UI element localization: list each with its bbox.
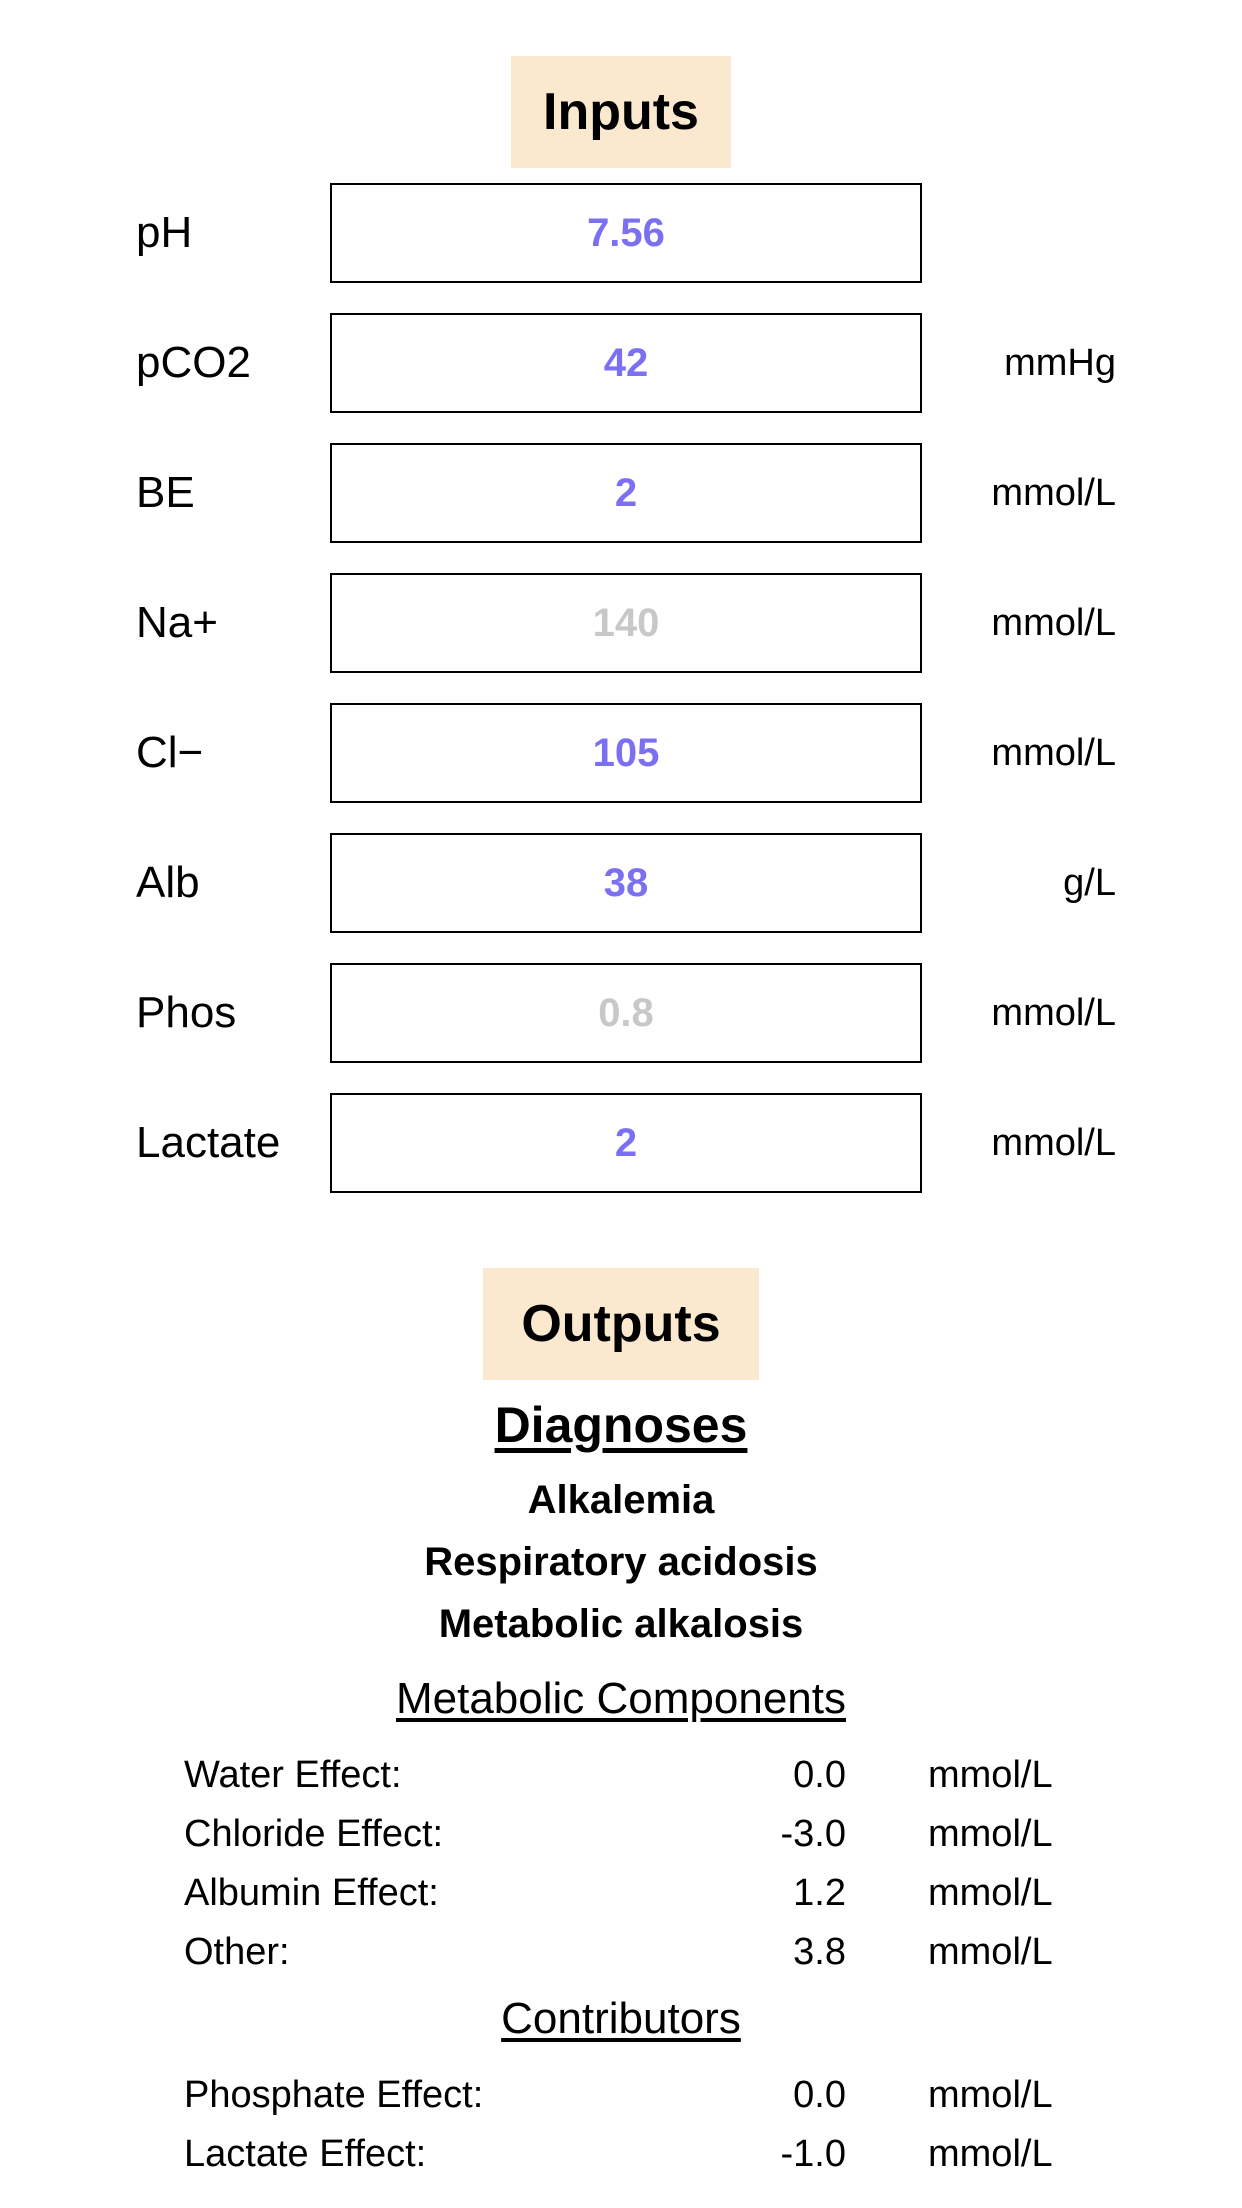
na-unit: mmol/L: [991, 602, 1116, 644]
output-value: 0.0: [793, 2074, 846, 2116]
na-input[interactable]: [330, 573, 922, 673]
outputs-title: Outputs: [483, 1268, 759, 1380]
lactate-input[interactable]: [330, 1093, 922, 1193]
output-label: Lactate Effect:: [184, 2133, 427, 2175]
contributors-title: Contributors: [501, 1994, 741, 2043]
diagnosis-item: Respiratory acidosis: [424, 1540, 818, 1584]
output-value: -3.0: [780, 1813, 846, 1855]
contributor-row-lactate: [0, 2129, 1242, 2179]
pco2-label: pCO2: [136, 338, 251, 387]
be-input[interactable]: [330, 443, 922, 543]
lactate-label: Lactate: [136, 1118, 281, 1167]
output-label: Other:: [184, 1931, 290, 1973]
output-unit: mmol/L: [928, 1754, 1053, 1796]
lactate-unit: mmol/L: [991, 1122, 1116, 1164]
inputs-header: [0, 56, 1242, 168]
contributor-row-phosphate: [0, 2070, 1242, 2120]
output-unit: mmol/L: [928, 1931, 1053, 1973]
output-unit: mmol/L: [928, 2074, 1053, 2116]
diagnosis-item: Alkalemia: [527, 1478, 715, 1522]
pco2-input[interactable]: [330, 313, 922, 413]
alb-label: Alb: [136, 858, 200, 907]
input-row-be: [0, 443, 1242, 543]
metabolic-row-water: [0, 1750, 1242, 1800]
diagnosis-item: Metabolic alkalosis: [438, 1602, 804, 1646]
input-row-alb: [0, 833, 1242, 933]
input-row-cl: [0, 703, 1242, 803]
phos-input[interactable]: [330, 963, 922, 1063]
output-value: 1.2: [793, 1872, 846, 1914]
input-row-phos: [0, 963, 1242, 1063]
output-value: -1.0: [780, 2133, 846, 2175]
output-unit: mmol/L: [928, 2133, 1053, 2175]
cl-input[interactable]: [330, 703, 922, 803]
output-unit: mmol/L: [928, 1813, 1053, 1855]
input-row-pco2: [0, 313, 1242, 413]
ph-input[interactable]: [330, 183, 922, 283]
phos-unit: mmol/L: [991, 992, 1116, 1034]
be-label: BE: [136, 468, 195, 517]
cl-label: Cl−: [136, 728, 204, 777]
inputs-title: Inputs: [511, 56, 731, 168]
metabolic-row-chloride: [0, 1809, 1242, 1859]
output-label: Phosphate Effect:: [184, 2074, 484, 2116]
input-row-na: [0, 573, 1242, 673]
output-label: Chloride Effect:: [184, 1813, 444, 1855]
phos-label: Phos: [136, 988, 237, 1037]
output-label: Albumin Effect:: [184, 1872, 439, 1914]
be-unit: mmol/L: [991, 472, 1116, 514]
output-unit: mmol/L: [928, 1872, 1053, 1914]
na-label: Na+: [136, 598, 218, 647]
cl-unit: mmol/L: [991, 732, 1116, 774]
alb-unit: g/L: [1063, 862, 1116, 904]
metabolic-row-albumin: [0, 1868, 1242, 1918]
ph-label: pH: [136, 208, 193, 257]
output-value: 3.8: [793, 1931, 846, 1973]
diagnoses-title: Diagnoses: [494, 1397, 748, 1453]
input-row-ph: [0, 183, 1242, 283]
metabolic-row-other: [0, 1927, 1242, 1977]
output-label: Water Effect:: [184, 1754, 402, 1796]
output-value: 0.0: [793, 1754, 846, 1796]
pco2-unit: mmHg: [1004, 342, 1116, 384]
alb-input[interactable]: [330, 833, 922, 933]
metabolic-components-title: Metabolic Components: [395, 1674, 846, 1723]
input-row-lactate: [0, 1093, 1242, 1193]
outputs-header: [0, 1268, 1242, 1380]
